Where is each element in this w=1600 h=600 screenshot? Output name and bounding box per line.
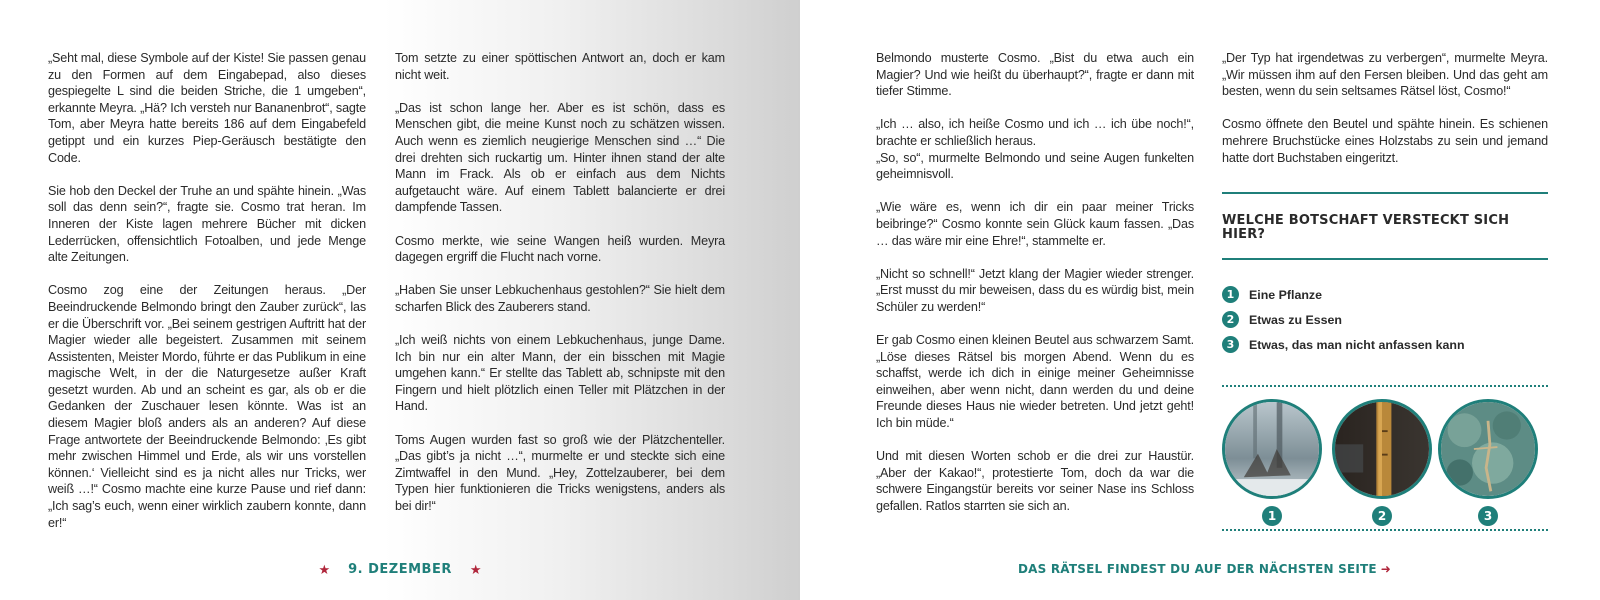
paragraph: Belmondo musterte Cosmo. „Bist du etwa auch ein Magier? Und wie heißt du überhaupt?“, fragte er dann mit tiefer Stimme. — [876, 51, 1194, 99]
next-page-hint-text: DAS RÄTSEL FINDEST DU AUF DER NÄCHSTEN SEITE — [1018, 562, 1377, 576]
paragraph: „Haben Sie unser Lebkuchenhaus gestohlen?“ Sie hielt dem scharfen Blick des Zauberers stand. — [395, 283, 725, 314]
right-page-column-2 — [1222, 50, 1548, 183]
answer-option-2 — [1222, 307, 1548, 332]
image-number-badge: 2 — [1372, 506, 1392, 526]
photo-moss-wall — [1438, 399, 1538, 499]
paragraph: „Seht mal, diese Symbole auf der Kiste! Sie passen genau zu den Formen auf dem Eingabepad, also dieses gespiegelte L sind die beiden Striche, die 1 umgeben“, erkannte Meyra. „Hä? Ich versteh nur Bananenbrot“, sagte Tom, aber Meyra hatte bereits 186 auf dem Eingabefeld getippt und ein kurzes Piep-Geräusch bestätigte den Code. — [48, 51, 366, 165]
right-page-column-1 — [876, 50, 1194, 531]
answer-options — [1222, 282, 1548, 357]
photo-misty-forest — [1222, 399, 1322, 499]
answer-option-label: Etwas zu Essen — [1249, 312, 1342, 327]
puzzle-images — [1222, 399, 1548, 523]
image-number-badge: 3 — [1478, 506, 1498, 526]
paragraph: Und mit diesen Worten schob er die drei zur Haustür. „Aber der Kakao!“, protestierte Tom, doch da war die schwere Eingangstür bereits vor seiner Nase ins Schloss gefallen. Ratlos starrten sie sich an. — [876, 449, 1194, 514]
paragraph: Toms Augen wurden fast so groß wie der Plätzchenteller. „Das gibt’s ja nicht …“, murmelte er und steckte sich eine Zimtwaffel in den Mund. „Hey, Zottelzauberer, bei dem Typen hier funktionieren die Tricks wenigstens, anders als bei dir!“ — [395, 432, 725, 514]
next-page-hint — [1018, 562, 1391, 576]
paragraph: Sie hob den Deckel der Truhe an und spähte hinein. „Was soll das denn sein?“, fragte sie. Cosmo trat heran. Im Inneren der Kiste lagen mehrere Bücher mit dicken Lederrücken, offensichtlich Fotoalben, und jede Menge alte Zeitungen. — [48, 183, 366, 265]
paragraph: Cosmo zog eine der Zeitungen heraus. „Der Beeindruckende Belmondo bringt den Zauber zurück“, las er die Überschrift vor. „Bei seinem gestrigen Auftritt hat der Magier wieder alle begeistert. Zusammen mit seinem Assistenten, Meister Mordo, führte er das Publikum in eine magische Welt, in der die Naturgesetze außer Kraft gesetzt wurden. Ab und an scheint es gar, als ob er die Gedanken der Zuschauer lesen könnte. Was ist an diesem Magier bloß anders als an anderen? Auf diese Frage antwortete der Beeindruckende Belmondo: ‚Es gibt mehr zwischen Himmel und Erde, als wir uns vorstellen können.‘ Vielleicht sind es ja nicht alles nur Tricks, wer weiß …!“ Cosmo machte eine kurze Pause und rief dann: „Ich sag’s euch, wenn einer wirklich zaubern konnte, dann er!“ — [48, 283, 366, 530]
arrow-right-icon: ➜ — [1380, 562, 1392, 576]
paragraph: Er gab Cosmo einen kleinen Beutel aus schwarzem Samt. „Löse dieses Rätsel bis morgen Abend. Wenn du es schaffst, werde ich dich in einige meiner Geheimnisse einweihen, aber wenn nicht, dann werden du und deine Freunde dieses Haus nie wieder betreten. Und jetzt geht! Ich bin müde.“ — [876, 333, 1194, 431]
number-badge: 2 — [1222, 311, 1239, 328]
paragraph: „Das ist schon lange her. Aber es ist schön, dass es Menschen gibt, die meine Kunst noch zu schätzen wissen. Auch wenn es ziemlich neugierige Menschen sind …“ Die drei drehten sich ruckartig um. Hinter ihnen stand der alte Mann im Frack. Als ob er einfach aus dem Nichts aufgetaucht wäre. Auf einem Tablett balancierte er drei dampfende Tassen. — [395, 100, 725, 215]
divider — [1222, 192, 1548, 194]
paragraph: „Nicht so schnell!“ Jetzt klang der Magier wieder strenger. „Erst musst du mir beweisen, dass du es würdig bist, mein Schüler zu werden!“ — [876, 266, 1194, 314]
star-icon: ★ — [318, 561, 331, 577]
left-page-column-1 — [48, 50, 366, 548]
answer-option-label: Eine Pflanze — [1249, 287, 1322, 302]
left-page-column-2 — [395, 50, 725, 531]
answer-option-1 — [1222, 282, 1548, 307]
paragraph: „So, so“, murmelte Belmondo und seine Augen funkelten geheimnisvoll. — [876, 150, 1194, 182]
page-footer-date — [0, 561, 800, 579]
image-number-badge: 1 — [1262, 506, 1282, 526]
puzzle-box — [1222, 192, 1548, 523]
number-badge: 3 — [1222, 336, 1239, 353]
divider — [1222, 258, 1548, 260]
number-badge: 1 — [1222, 286, 1239, 303]
answer-option-label: Etwas, das man nicht anfassen kann — [1249, 337, 1465, 352]
dotted-divider — [1222, 529, 1548, 531]
paragraph: Cosmo öffnete den Beutel und spähte hinein. Es schienen mehrere Bruchstücke eines Holzstabs zu sein und jemand hatte dort Buchstaben eingeritzt. — [1222, 117, 1548, 165]
star-icon: ★ — [469, 561, 482, 577]
dotted-divider — [1222, 385, 1548, 387]
date-label: 9. DEZEMBER — [348, 562, 452, 578]
paragraph: „Wie wäre es, wenn ich dir ein paar meiner Tricks beibringe?“ Cosmo konnte sein Glück kaum fassen. „Das … das wäre mir eine Ehre!“, stammelte er. — [876, 200, 1194, 248]
paragraph: Tom setzte zu einer spöttischen Antwort an, doch er kam nicht weit. — [395, 51, 725, 82]
photo-wooden-stick — [1332, 399, 1432, 499]
paragraph: „Ich … also, ich heiße Cosmo und ich … ich übe noch!“, brachte er schließlich heraus. — [876, 117, 1194, 148]
paragraph: Cosmo merkte, wie seine Wangen heiß wurden. Meyra dagegen ergriff die Flucht nach vorne. — [395, 233, 725, 265]
answer-option-3 — [1222, 332, 1548, 357]
paragraph: „Der Typ hat irgendetwas zu verbergen“, murmelte Meyra. „Wir müssen ihm auf den Fersen bleiben. Und das geht am besten, wenn du sein seltsames Rätsel löst, Cosmo!“ — [1222, 51, 1548, 99]
puzzle-title: WELCHE BOTSCHAFT VERSTECKT SICH HIER? — [1222, 213, 1510, 242]
paragraph: „Ich weiß nichts von einem Lebkuchenhaus, junge Dame. Ich bin nur ein alter Mann, der ein bisschen mit Magie umgehen kann.“ Er stellte das Tablett ab, schnipste mit den Fingern und hielt plötzlich einen Teller mit Plätzchen in der Hand. — [395, 333, 725, 414]
